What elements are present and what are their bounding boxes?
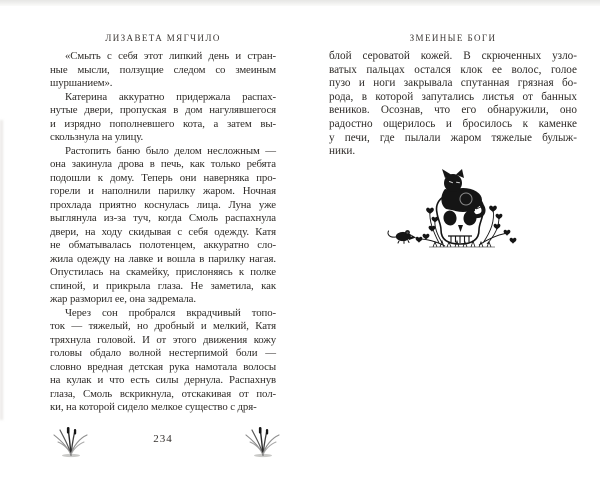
text-line: ные мысли, ползущие следом со змеиным xyxy=(50,63,276,76)
text-line: Катерина аккуратно придержала распах- xyxy=(65,90,276,103)
text-line: и изрядно пополневшего кота, а затем вы- xyxy=(50,117,276,130)
text-line: жар разморил ее, она задремала. xyxy=(50,293,196,305)
text-line: она закинула дрова в печь, как только ребята xyxy=(50,158,276,170)
paragraph xyxy=(50,50,276,91)
text-line: головы обдало волной нестерпимой боли — xyxy=(50,347,276,359)
left-text-column xyxy=(50,50,276,415)
paragraph xyxy=(50,91,276,145)
paragraph xyxy=(50,145,276,307)
text-line: двери, на ходу скидывая с себя одежду. Катя xyxy=(50,225,276,238)
text-line: выглянула из-за туч, когда Смоль распахнула xyxy=(50,212,276,224)
text-line: глаза, Смоль вскрикнула, отскакивая от пол- xyxy=(50,387,276,400)
text-line: шуршанием». xyxy=(50,77,113,89)
text-line: на кулак и что есть силы дернула. Распахнув xyxy=(50,374,276,386)
right-text-column xyxy=(329,50,577,159)
text-line: спиной, и прикрыла глаза. Не заметила, как xyxy=(50,279,276,292)
text-line: Через сон пробрался вкрадчивый топо- xyxy=(65,306,276,319)
left-running-head: ЛИЗАВЕТА МЯГЧИЛО xyxy=(105,33,221,43)
right-page xyxy=(300,0,600,485)
cat-on-skull-illustration xyxy=(385,169,537,253)
text-line: словно вредная детская рука намотала волосы xyxy=(50,360,276,373)
text-line: скользнула на улицу. xyxy=(50,131,144,143)
mouse-icon xyxy=(388,230,416,243)
text-line: Растопить баню было делом несложным — xyxy=(65,144,276,157)
text-line: горели и наполнили парилку жаром. Ночная xyxy=(50,185,276,197)
text-line: пузо и ноги закрывала спутанная грязная бо- xyxy=(329,77,577,90)
text-line: Опустилась на скамейку, прислоняясь к полке xyxy=(50,266,276,278)
text-line: у печи, где пылали жаром тяжелые булыж- xyxy=(329,131,577,144)
text-line: нутые двери, пропуская в дом нагулявшегося xyxy=(50,104,276,116)
text-line: прохлада приятно коснулась лица. Луна уже xyxy=(50,198,276,211)
text-line: ники. xyxy=(329,145,356,158)
text-line: радостно ощерилось и бросилось к каменке xyxy=(329,117,577,130)
text-line: ватых пальцах остался клок ее волос, голое xyxy=(329,63,577,76)
text-line: ток — тяжелый, но дробный и мелкий, Катя xyxy=(50,320,276,332)
text-line: веников. Осознав, что его обнаружили, оно xyxy=(329,104,577,117)
paragraph xyxy=(50,307,276,415)
page-number: 234 xyxy=(153,433,173,445)
text-line: тряхнула головой. И от этого движения кожу xyxy=(50,333,276,346)
text-line: «Смыть с себя этот липкий день и стран- xyxy=(65,50,276,62)
text-line: жила одежду на лавке и вошла в парилку нагая. xyxy=(50,252,276,265)
text-line: подошли к дому. Теперь они наверняка про- xyxy=(50,171,276,184)
grass-tuft-icon xyxy=(50,426,92,458)
text-line: ки, на которой сидело мелкое существо с дря- xyxy=(50,401,257,413)
text-line: рода, в которой запутались листья от банных xyxy=(329,90,577,103)
grass-tuft-icon xyxy=(242,426,284,458)
text-line: блой сероватой кожей. В скрюченных узло- xyxy=(329,50,577,62)
text-line: не обматывалась полотенцем, аккуратно сло- xyxy=(50,239,276,251)
right-running-head: ЗМЕИНЫЕ БОГИ xyxy=(409,33,497,43)
paragraph xyxy=(329,50,577,159)
